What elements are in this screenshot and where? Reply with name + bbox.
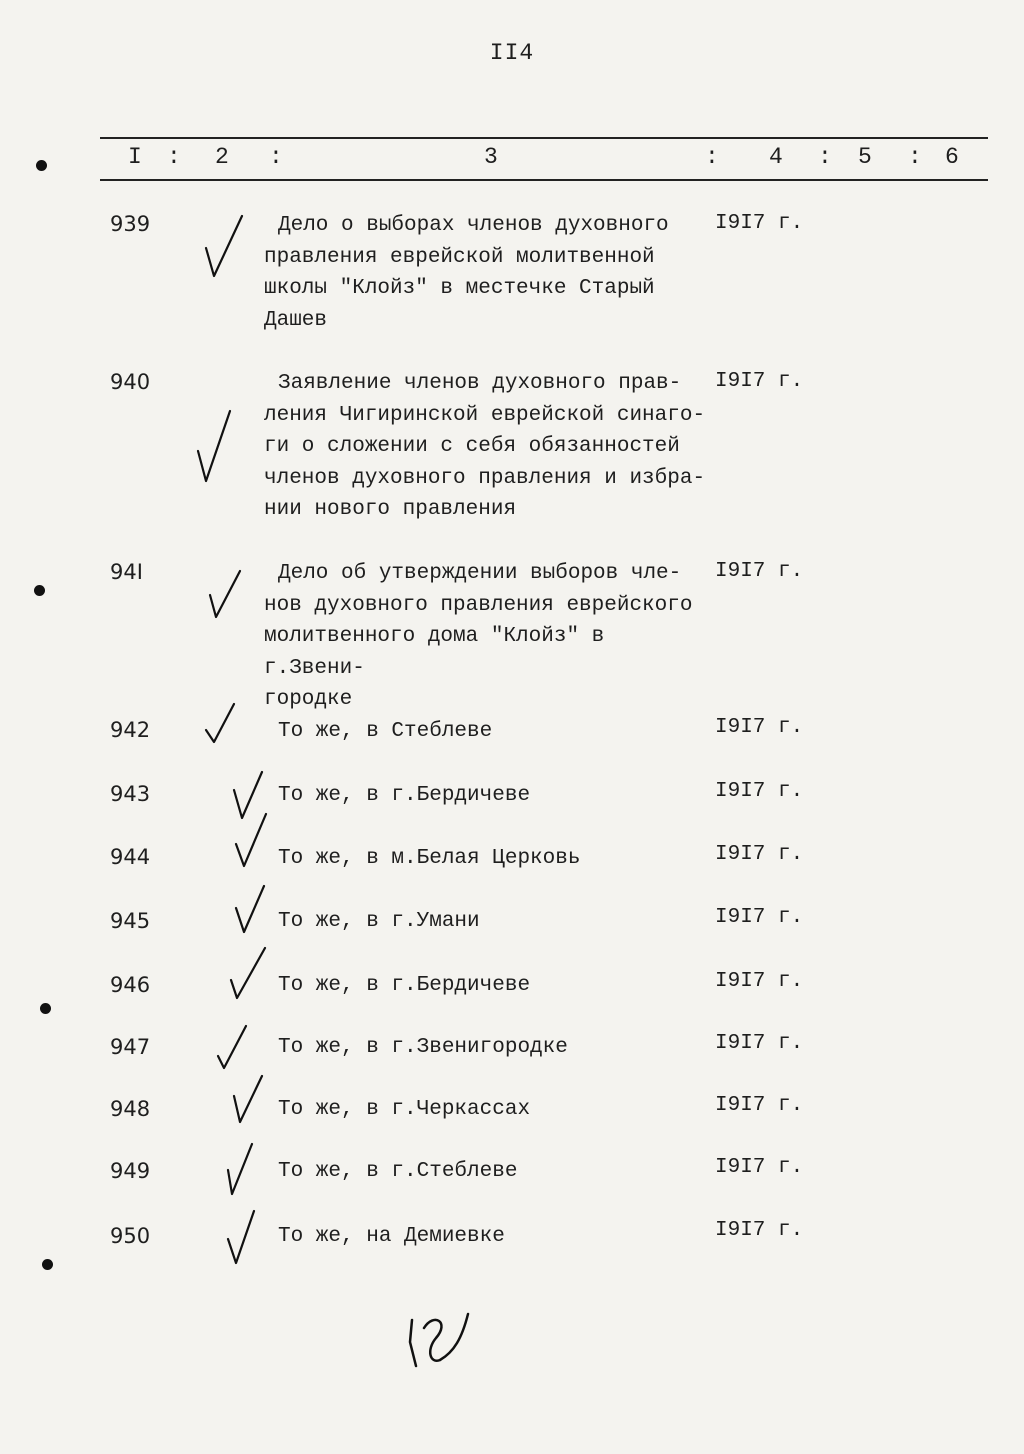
- checkmark-icon: [225, 944, 275, 1004]
- column-separator: :: [269, 144, 283, 170]
- row-year: I9I7 г.: [715, 1032, 804, 1055]
- row-title: То же, в г.Бердичеве: [278, 784, 531, 807]
- column-number-6: 6: [945, 144, 959, 170]
- row-year: I9I7 г.: [715, 906, 804, 929]
- binding-hole: [42, 1259, 53, 1270]
- row-number: 939: [110, 212, 151, 236]
- row-number: 948: [110, 1097, 151, 1121]
- checkmark-icon: [222, 1138, 266, 1200]
- column-number-1: I: [128, 144, 142, 170]
- row-title: Заявление членов духовного прав- ления Чигиринской еврейской синаго- ги о сложении с себя обязанностей членов духовного правления и избра- нии нового правления: [264, 372, 706, 521]
- row-year: I9I7 г.: [715, 716, 804, 739]
- row-title: То же, в г.Умани: [278, 910, 480, 933]
- signature-mark: [404, 1308, 484, 1374]
- row-number: 945: [110, 909, 151, 933]
- row-title: То же, в м.Белая Церковь: [278, 847, 581, 870]
- checkmark-icon: [190, 405, 240, 487]
- column-number-4: 4: [769, 144, 783, 170]
- binding-hole: [40, 1003, 51, 1014]
- row-year: I9I7 г.: [715, 1219, 804, 1242]
- row-title: То же, в г.Звенигородке: [278, 1036, 568, 1059]
- checkmark-icon: [212, 1020, 258, 1074]
- row-title: То же, в г.Бердичеве: [278, 974, 531, 997]
- checkmark-icon: [230, 880, 274, 938]
- row-number: 942: [110, 718, 151, 742]
- row-year: I9I7 г.: [715, 970, 804, 993]
- row-year: I9I7 г.: [715, 843, 804, 866]
- row-number: 946: [110, 973, 151, 997]
- row-year: I9I7 г.: [715, 1156, 804, 1179]
- row-number: 940: [110, 370, 151, 394]
- row-number: 943: [110, 782, 151, 806]
- column-number-2: 2: [215, 144, 229, 170]
- column-separator: :: [167, 144, 181, 170]
- row-number: 94I: [110, 560, 143, 584]
- binding-hole: [34, 585, 45, 596]
- row-number: 949: [110, 1159, 151, 1183]
- row-year: I9I7 г.: [715, 780, 804, 803]
- row-title: То же, в Стеблеве: [278, 720, 493, 743]
- checkmark-icon: [200, 565, 250, 623]
- row-year: I9I7 г.: [715, 370, 804, 393]
- binding-hole: [36, 160, 47, 171]
- checkmark-icon: [228, 1070, 272, 1130]
- row-number: 947: [110, 1035, 151, 1059]
- row-title: То же, в г.Стеблеве: [278, 1160, 518, 1183]
- row-title: То же, в г.Черкассах: [278, 1098, 531, 1121]
- row-year: I9I7 г.: [715, 1094, 804, 1117]
- header-rule-top: [100, 137, 988, 139]
- row-number: 944: [110, 845, 151, 869]
- row-year: I9I7 г.: [715, 212, 804, 235]
- checkmark-icon: [228, 810, 274, 870]
- column-separator: :: [705, 144, 719, 170]
- checkmark-icon: [200, 698, 244, 748]
- page-number: II4: [489, 40, 535, 66]
- row-number: 950: [110, 1224, 151, 1248]
- checkmark-icon: [222, 1205, 266, 1267]
- column-separator: :: [908, 144, 922, 170]
- row-title: Дело о выборах членов духовного правления еврейской молитвенной школы "Клойз" в местечке Старый Дашев: [264, 214, 669, 332]
- row-title: Дело об утверждении выборов чле- нов духовного правления еврейского молитвенного дома "Клойз" в г.Звени- городке: [264, 562, 693, 711]
- column-number-3: 3: [484, 144, 498, 170]
- header-rule-bottom: [100, 179, 988, 181]
- row-title: То же, на Демиевке: [278, 1225, 505, 1248]
- column-number-5: 5: [858, 144, 872, 170]
- row-year: I9I7 г.: [715, 560, 804, 583]
- checkmark-icon: [200, 210, 250, 282]
- column-separator: :: [818, 144, 832, 170]
